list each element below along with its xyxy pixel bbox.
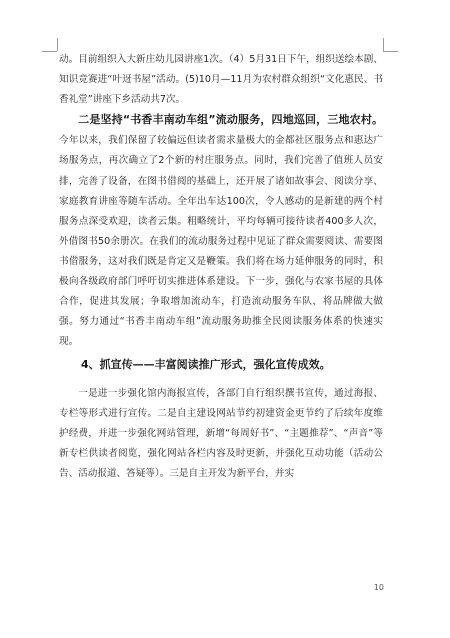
- page-number: 10: [373, 583, 384, 592]
- paragraph-mobile-service: [59, 110, 383, 352]
- section-heading: 4、抓宣传——丰富阅读推广形式，强化宣传成效。: [81, 358, 331, 372]
- crop-mark-top-right-horizontal: [383, 51, 398, 52]
- paragraph-activities: 动。目前组织入大新庄幼儿园讲座1次。（4）5月31日下午，组织送绘本剧、知识竞赛进“叶迓书屋”活动。(5)10月—11月为农村群众组织“文化惠民、书香礼堂”讲座下乡活动共7次。: [59, 54, 383, 106]
- crop-mark-top-right-vertical: [383, 38, 384, 51]
- crop-mark-top-left-vertical: [57, 38, 58, 51]
- crop-mark-top-left-horizontal: [42, 51, 57, 52]
- paragraph-lead-bold: 二是坚持“书香丰南动车组”流动服务，四地巡回，三地农村。: [78, 113, 383, 127]
- document-body: [59, 50, 383, 484]
- paragraph-mobile-service-body: 今年以来，我们保留了较偏远但读者需求量极大的金都社区服务点和惠达广场服务点，再次确立了2个新的村庄服务点。同时，我们完善了值班人员安排，完善了设备，在图书借阅的基础上，还开展了诸如故事会、阅读分享、家庭教育讲座等随车活动。全年出车达100次，令人感动的是新建的两个村服务点深受欢迎，读者云集。粗略统计，平均每辆可接待读者400多人次，外借图书50余册次。在我们的流动服务过程中见证了群众需要阅读、需要图书借服务，这对我们既是肯定又是鞭策。我们将在场力延伸服务的同时，积极向各级政府部门呼吁切实推进体系建设。下一步，强化与农家书屋的具体合作，促进其发展；争取增加流动车，打造流动服务车队，将品牌做大做强。努力通过“书香丰南动车组”流动服务助推全民阅读服务体系的快速实现。: [59, 135, 383, 348]
- paragraph-publicity: 一是进一步强化馆内海报宣传，各部门自行组织撰书宣传，通过海报、专栏等形式进行宣传。二是自主建设网站节约初建资金更节约了后续年度维护经费，并进一步强化网站管理，新增“每周好书”、“主题推荐”、“声音”等新专栏供读者阅览，强化网站各栏内容及时更新，并强化互动功能（活动公告、活动报道、答疑等）。三是自主开发为新平台，并实: [59, 387, 383, 479]
